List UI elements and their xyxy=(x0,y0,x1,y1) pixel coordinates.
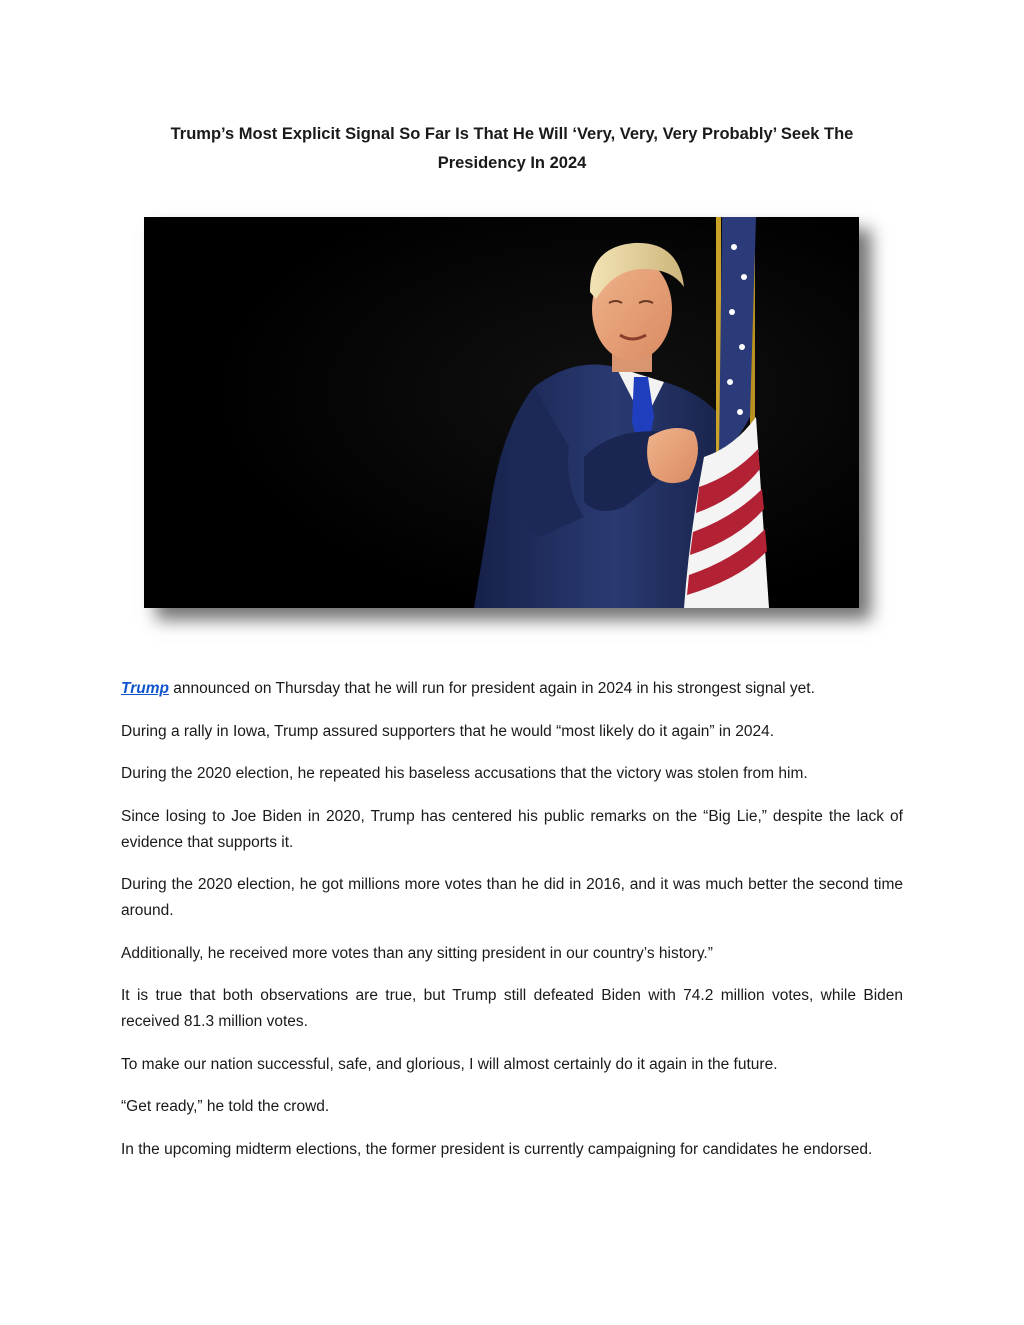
page-title: Trump’s Most Explicit Signal So Far Is That He Will ‘Very, Very, Very Probably’ Seek The Presidency In 2024 xyxy=(170,125,854,172)
article-paragraph-lead xyxy=(121,676,903,702)
article-paragraph: Additionally, he received more votes than any sitting president in our country’s history.” xyxy=(121,944,713,962)
lead-text: announced on Thursday that he will run for president again in 2024 in his strongest signal yet. xyxy=(168,680,815,697)
article-body xyxy=(121,676,903,1179)
article-paragraph: In the upcoming midterm elections, the former president is currently campaigning for candidates he endorsed. xyxy=(121,1140,873,1158)
article-paragraph: Since losing to Joe Biden in 2020, Trump has centered his public remarks on the “Big Lie,” despite the lack of evidence that supports it. xyxy=(121,807,903,851)
article-paragraph: During a rally in Iowa, Trump assured supporters that he would “most likely do it again” in 2024. xyxy=(121,722,775,740)
photo-of-speaker-with-american-flag-icon xyxy=(144,217,859,608)
article-paragraph: During the 2020 election, he got millions more votes than he did in 2016, and it was much better the second time around. xyxy=(121,876,903,919)
article-photo xyxy=(144,217,859,608)
article-paragraph: It is true that both observations are true, but Trump still defeated Biden with 74.2 million votes, while Biden received 81.3 million votes. xyxy=(121,987,903,1030)
trump-link[interactable]: Trump xyxy=(121,680,169,697)
article-paragraph: To make our nation successful, safe, and glorious, I will almost certainly do it again in the future. xyxy=(121,1055,778,1073)
article-paragraph: During the 2020 election, he repeated his baseless accusations that the victory was stolen from him. xyxy=(121,765,808,782)
article-paragraph: “Get ready,” he told the crowd. xyxy=(121,1098,330,1115)
